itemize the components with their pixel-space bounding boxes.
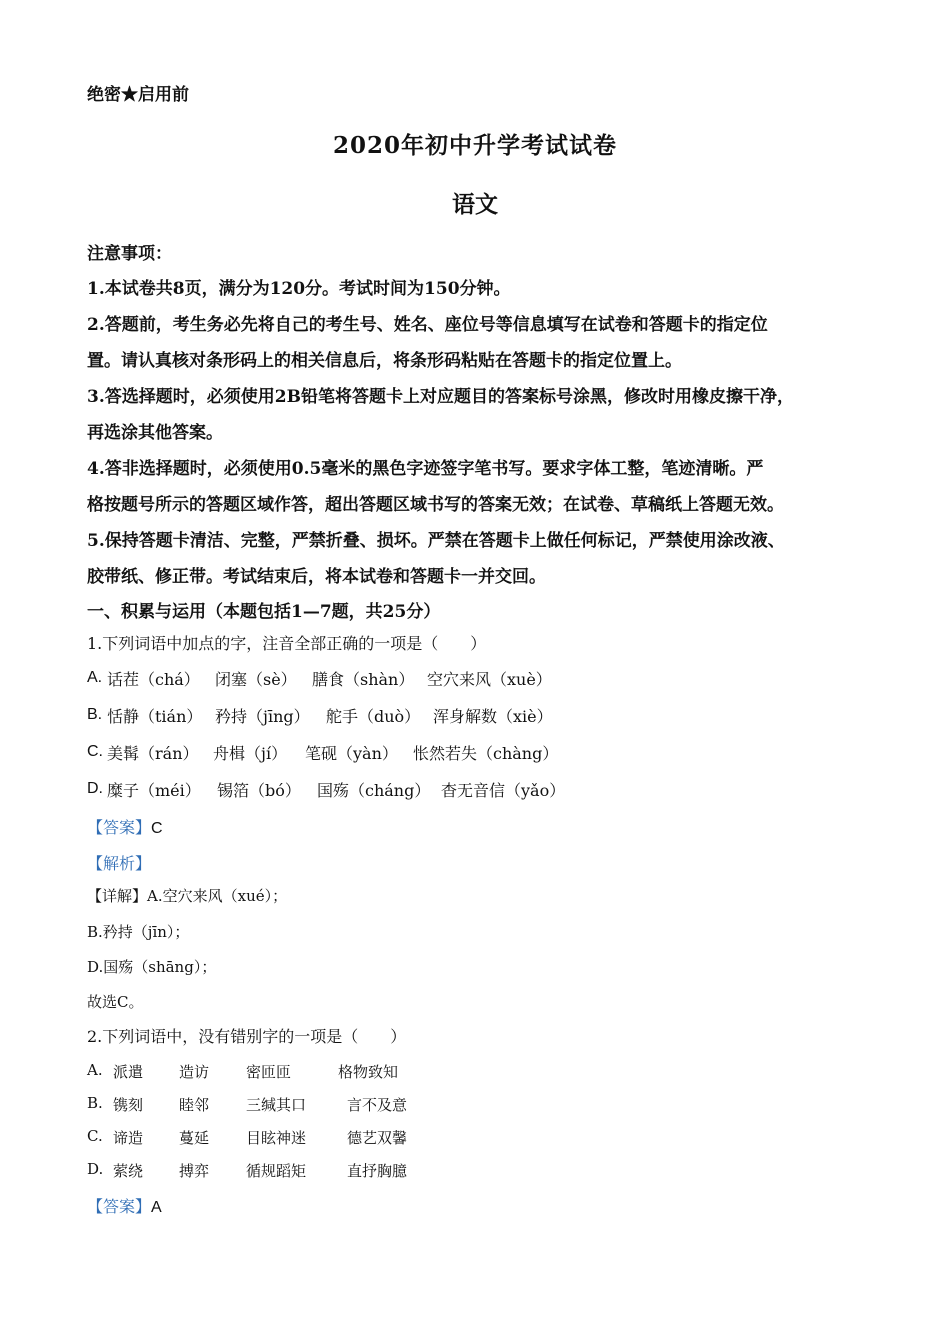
notes-line: 4.答非选择题时，必须使用0.5毫米的黑色字迹签字笔书写。要求字体工整，笔迹清晰。严 xyxy=(87,459,764,479)
notes-line: 2.答题前，考生务必先将自己的考生号、姓名、座位号等信息填写在试卷和答题卡的指定位 xyxy=(87,315,768,335)
option-label: C. xyxy=(87,743,103,760)
option-item: 笔砚（yàn） xyxy=(305,744,398,763)
option-label: B. xyxy=(87,1094,103,1112)
question-1-detail xyxy=(87,885,287,906)
question-2-option-a xyxy=(87,1061,399,1081)
option-item: 循规蹈矩 xyxy=(246,1162,307,1180)
question-1-detail-line: 故选C。 xyxy=(87,993,144,1011)
option-item: 矜持（jīng） xyxy=(215,707,310,726)
notes-line: 置。请认真核对条形码上的相关信息后，将条形码粘贴在答题卡的指定位置上。 xyxy=(87,351,682,371)
notes-line: 格按题号所示的答题区域作答，超出答题区域书写的答案无效；在试卷、草稿纸上答题无效。 xyxy=(87,495,784,515)
option-item: 舟楫（jí） xyxy=(213,744,288,763)
option-label: D. xyxy=(87,1160,104,1178)
notes-line: 3.答选择题时，必须使用2B铅笔将答题卡上对应题目的答案标号涂黑，修改时用橡皮擦干净， xyxy=(87,387,794,407)
question-1-option-d xyxy=(87,778,566,800)
notes-line: 再选涂其他答案。 xyxy=(87,423,223,443)
question-2-stem: 2.下列词语中，没有错别字的一项是（ ） xyxy=(87,1027,407,1046)
notes-line: 1.本试卷共8页，满分为120分。考试时间为150分钟。 xyxy=(87,279,511,299)
option-item: 镌刻 xyxy=(113,1096,144,1114)
page-title: 2020年初中升学考试试卷 xyxy=(332,132,617,159)
option-label: D. xyxy=(87,780,103,797)
option-item: 密匝匝 xyxy=(246,1063,292,1081)
question-2-option-b xyxy=(87,1094,408,1114)
option-item: 格物致知 xyxy=(338,1063,399,1081)
option-item: 萦绕 xyxy=(113,1162,144,1180)
option-item: 搏弈 xyxy=(179,1162,210,1180)
option-label: C. xyxy=(87,1127,103,1145)
detail-line: A.空穴来风（xué）； xyxy=(147,887,288,905)
option-item: 杳无音信（yǎo） xyxy=(441,781,566,800)
option-item: 糜子（méi） xyxy=(107,781,201,800)
question-1-option-a xyxy=(87,667,552,689)
answer-label: 【答案】 xyxy=(87,818,152,837)
option-item: 睦邻 xyxy=(179,1096,210,1114)
option-item: 派遣 xyxy=(113,1063,144,1081)
option-label: B. xyxy=(87,706,103,723)
option-item: 舵手（duò） xyxy=(326,707,421,726)
option-item: 蔓延 xyxy=(179,1129,210,1147)
option-item: 浑身解数（xiè） xyxy=(433,707,553,726)
option-item: 膳食（shàn） xyxy=(312,670,415,689)
option-item: 三缄其口 xyxy=(246,1096,307,1114)
notes-line: 5.保持答题卡清洁、完整，严禁折叠、损坏。严禁在答题卡上做任何标记，严禁使用涂改液、 xyxy=(87,531,785,551)
answer-value: A xyxy=(151,1199,162,1216)
question-1-stem: 1.下列词语中加点的字，注音全部正确的一项是（ ） xyxy=(87,634,487,653)
question-2-option-c xyxy=(87,1127,408,1147)
option-label: A. xyxy=(87,1061,103,1079)
question-1-option-c xyxy=(87,741,559,763)
question-1-option-b xyxy=(87,704,553,726)
answer-label: 【答案】 xyxy=(87,1197,152,1216)
question-2-answer xyxy=(87,1194,162,1217)
detail-label: 【详解】 xyxy=(87,887,148,905)
secret-label: 绝密★启用前 xyxy=(87,85,189,105)
option-item: 国殇（cháng） xyxy=(317,781,431,800)
option-item: 美髯（rán） xyxy=(107,744,199,763)
question-1-analysis-label: 【解析】 xyxy=(87,854,152,873)
option-item: 德艺双馨 xyxy=(347,1129,408,1147)
option-item: 谛造 xyxy=(113,1129,144,1147)
option-item: 直抒胸臆 xyxy=(347,1162,408,1180)
notes-heading: 注意事项： xyxy=(87,244,172,264)
question-1-detail-line: B.矜持（jīn）； xyxy=(87,923,190,941)
option-item: 话茬（chá） xyxy=(107,670,200,689)
question-1-answer xyxy=(87,815,163,838)
option-item: 目眩神迷 xyxy=(246,1129,307,1147)
section-heading: 一、积累与运用（本题包括1—7题，共25分） xyxy=(87,602,441,622)
option-item: 造访 xyxy=(179,1063,210,1081)
option-item: 锡箔（bó） xyxy=(217,781,301,800)
option-item: 闭塞（sè） xyxy=(215,670,297,689)
answer-value: C xyxy=(151,820,163,837)
option-label: A. xyxy=(87,669,103,686)
option-item: 恬静（tián） xyxy=(107,707,203,726)
notes-line: 胶带纸、修正带。考试结束后，将本试卷和答题卡一并交回。 xyxy=(87,567,546,587)
question-2-option-d xyxy=(87,1160,408,1180)
option-item: 言不及意 xyxy=(347,1096,408,1114)
option-item: 空穴来风（xuè） xyxy=(427,670,552,689)
option-item: 怅然若失（chàng） xyxy=(413,744,559,763)
subject-title: 语文 xyxy=(452,191,498,218)
question-1-detail-line: D.国殇（shāng）； xyxy=(87,958,217,976)
